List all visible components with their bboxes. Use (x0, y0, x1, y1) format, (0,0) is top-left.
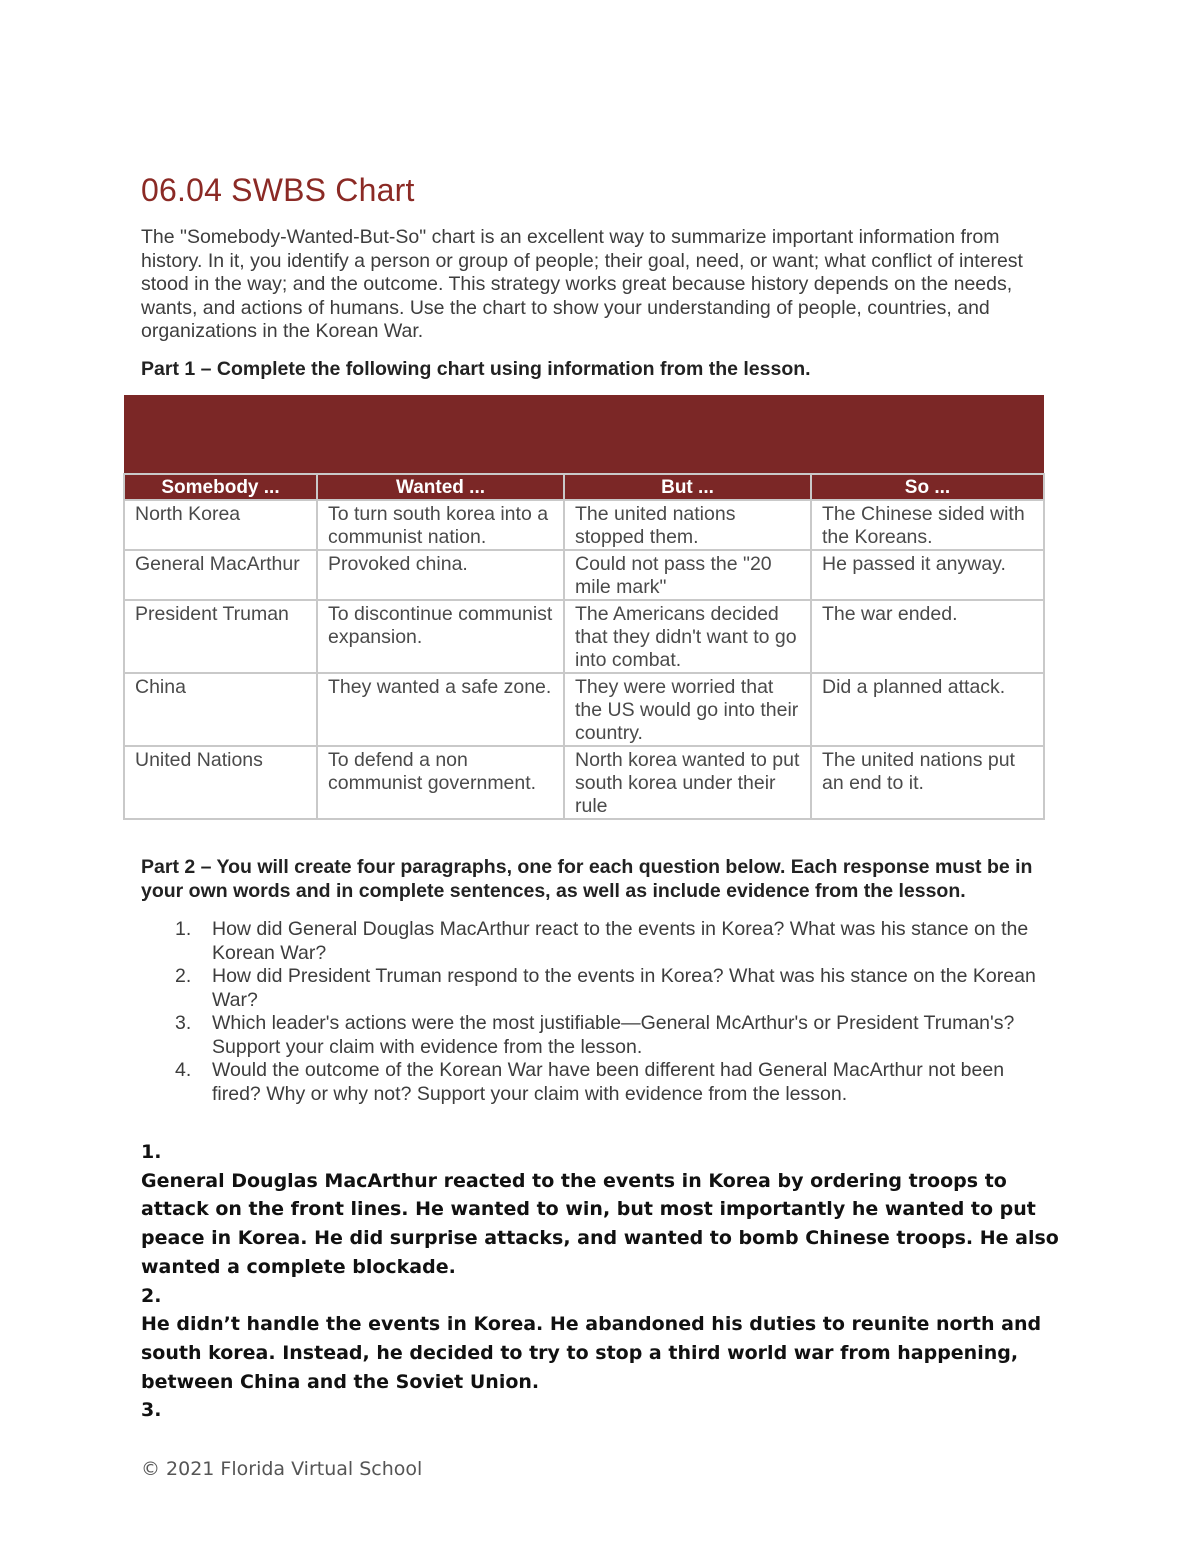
column-header-so: So ... (811, 474, 1044, 500)
column-header-wanted: Wanted ... (317, 474, 564, 500)
answer-number: 1. (141, 1141, 162, 1163)
answer-text: General Douglas MacArthur reacted to the events in Korea by ordering troops to attack on the front lines. He wanted to win, but most importantly he wanted to put peace in Korea. He did surprise attacks, and wanted to bomb Chinese troops. He also wanted a complete blockade. (141, 1169, 1059, 1278)
list-item (141, 918, 1051, 965)
answer-text: He didn’t handle the events in Korea. He abandoned his duties to reunite north and south korea. Instead, he decided to try to stop a third world war from happening, between China and the Soviet Union. (141, 1313, 1042, 1393)
table-cell: North korea wanted to put south korea under their rule (564, 746, 811, 819)
table-cell: To turn south korea into a communist nation. (317, 500, 564, 550)
question-number: 1. (175, 918, 192, 940)
table-cell: Provoked china. (317, 550, 564, 600)
table-cell: The Chinese sided with the Koreans. (811, 500, 1044, 550)
page-title: 06.04 SWBS Chart (141, 172, 415, 208)
column-header-but: But ... (564, 474, 811, 500)
table-cell: They wanted a safe zone. (317, 673, 564, 746)
question-text: How did General Douglas MacArthur react to the events in Korea? What was his stance on the Korean War? (212, 918, 1029, 964)
table-cell: To discontinue communist expansion. (317, 600, 564, 673)
intro-paragraph: The "Somebody-Wanted-But-So" chart is an excellent way to summarize important information from history. In it, you identify a person or group of people; their goal, need, or want; what conflict of interest stood in the way; and the outcome. This strategy works great because history depends on the needs, wants, and actions of humans. Use the chart to show your understanding of people, countries, and organizations in the Korean War. (141, 226, 1023, 343)
table-cell: He passed it anyway. (811, 550, 1044, 600)
table-row (124, 600, 1044, 673)
part2-heading: Part 2 – You will create four paragraphs, one for each question below. Each response must be in your own words and in complete sentences, as well as include evidence from the lesson. (141, 856, 1033, 902)
table-cell: North Korea (124, 500, 317, 550)
table-cell: President Truman (124, 600, 317, 673)
question-number: 3. (175, 1012, 192, 1034)
table-cell: Could not pass the "20 mile mark" (564, 550, 811, 600)
question-number: 2. (175, 965, 192, 987)
table-cell: United Nations (124, 746, 317, 819)
list-item (141, 965, 1051, 1012)
list-item (141, 1012, 1051, 1059)
table-cell: They were worried that the US would go into their country. (564, 673, 811, 746)
table-cell: To defend a non communist government. (317, 746, 564, 819)
table-cell: The united nations stopped them. (564, 500, 811, 550)
answer-number: 3. (141, 1399, 162, 1422)
list-item (141, 1059, 1051, 1106)
answers-section (141, 1138, 1071, 1425)
table-cell: The Americans decided that they didn't want to go into combat. (564, 600, 811, 673)
chart-header-row (124, 474, 1044, 500)
table-row (124, 500, 1044, 550)
table-cell: Did a planned attack. (811, 673, 1044, 746)
question-text: Would the outcome of the Korean War have been different had General MacArthur not been fired? Why or why not? Support your claim with evidence from the lesson. (212, 1059, 1005, 1105)
column-header-somebody: Somebody ... (124, 474, 317, 500)
copyright-footer: © 2021 Florida Virtual School (141, 1458, 423, 1480)
question-text: How did President Truman respond to the events in Korea? What was his stance on the Korean War? (212, 965, 1036, 1011)
swbs-chart (123, 395, 1045, 820)
part1-heading: Part 1 – Complete the following chart using information from the lesson. (141, 358, 811, 380)
table-cell: The united nations put an end to it. (811, 746, 1044, 819)
answer-number: 2. (141, 1284, 162, 1307)
table-row (124, 673, 1044, 746)
table-cell: China (124, 673, 317, 746)
table-row (124, 550, 1044, 600)
question-text: Which leader's actions were the most justifiable—General McArthur's or President Truman's? Support your claim with evidence from the lesson. (212, 1012, 1015, 1058)
table-cell: The war ended. (811, 600, 1044, 673)
chart-header-band (124, 395, 1044, 474)
table-cell: General MacArthur (124, 550, 317, 600)
question-number: 4. (175, 1059, 192, 1081)
table-row (124, 746, 1044, 819)
question-list (141, 918, 1051, 1106)
